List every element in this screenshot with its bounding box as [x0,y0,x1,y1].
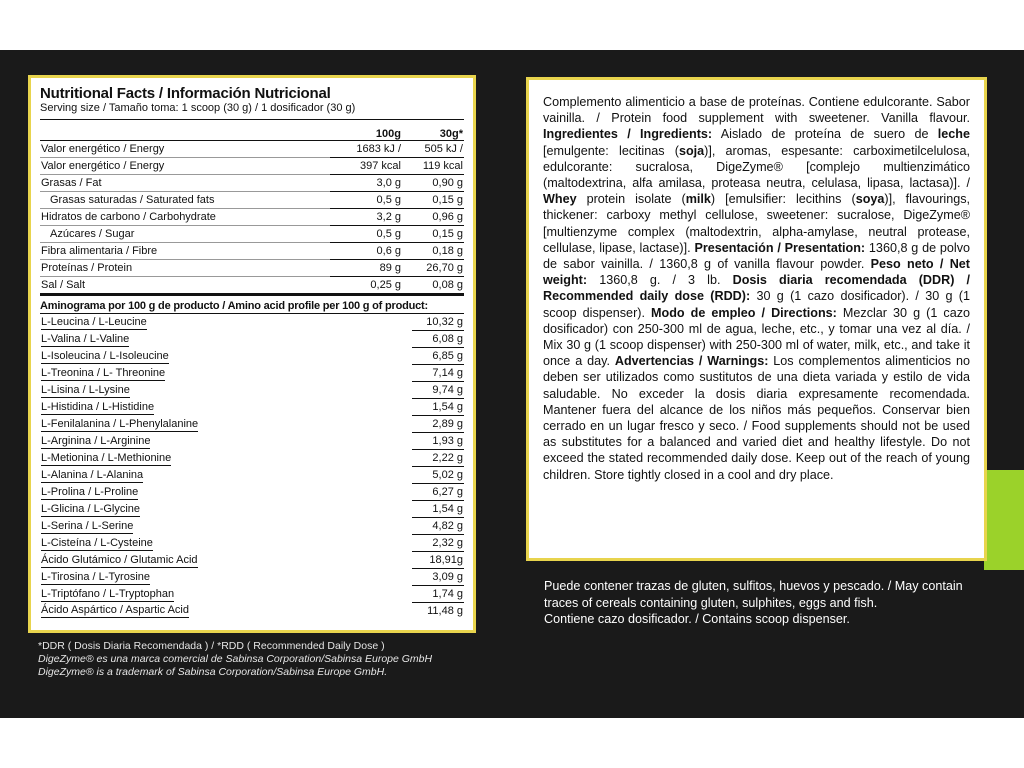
presentation-heading: Presentación / Presentation: [694,240,866,255]
amino-row [40,518,464,535]
nutrition-row [40,226,464,243]
amino-row [40,484,464,501]
net-weight-heading: Peso neto / Net weight: [543,257,970,288]
allergen-soy-es: soja [678,143,705,158]
amino-value: 4,82 g [412,518,464,535]
daily-dose-text: 30 g (1 cazo dosificador). / 30 g (1 scoop dispenser). [543,289,971,320]
amino-row [40,552,464,569]
amino-name: L-Glicina / L-Glycine [41,502,141,515]
amino-name: Ácido Aspártico / Aspartic Acid [41,604,189,617]
nutrient-name: Grasas saturadas / Saturated fats [40,192,330,209]
amino-name: L-Valina / L-Valine [41,332,130,345]
amino-value: 2,22 g [412,450,464,467]
amino-table [40,314,464,619]
amino-row [40,501,464,518]
scoop-notice: Contiene cazo dosificador. / Contains scoop dispenser. [544,612,850,626]
nutrient-name: Valor energético / Energy [40,158,330,175]
amino-name: L-Alanina / L-Alanina [41,468,144,481]
allergen-notice [544,578,984,628]
amino-name: L-Metionina / L-Methionine [41,451,172,464]
nutrition-row [40,158,464,175]
value-100g: 397 kcal [330,158,402,175]
amino-row [40,586,464,603]
amino-name: L-Serina / L-Serine [41,519,134,532]
value-100g: 0,5 g [330,192,402,209]
ingredients-heading: Ingredientes / Ingredients: [543,127,713,142]
nutrition-table [40,127,464,296]
ingredients-text: Aislado de proteína de suero de [712,127,938,142]
amino-value: 2,89 g [412,416,464,433]
nutrient-name: Grasas / Fat [40,175,330,192]
amino-value: 1,93 g [412,433,464,450]
net-weight-text: 1360,8 g. / 3 lb. [587,273,733,288]
amino-row [40,535,464,552]
allergen-milk-en: milk [685,192,711,207]
value-30g: 0,96 g [402,209,464,226]
whey-heading: Whey [543,192,577,207]
value-100g: 3,2 g [330,209,402,226]
amino-value: 1,74 g [412,586,464,603]
allergen-soy-en: soya [855,192,885,207]
nutrition-row [40,141,464,158]
value-30g: 0,08 g [402,277,464,295]
amino-value: 1,54 g [412,399,464,416]
warnings-text: Los complementos alimenticios no deben ser utilizados como sustitutos de una dieta variada y estilo de vida saludable. No exceder la dosis diaria expresamente recomendada. Mantener fuera del alcance de los niños más pequeños. Conservar bien cerrado en un lugar fresco y seco. / Food supplements should not be used as substitutes for a balanced and varied diet and healthy lifestyle. Do not exceed the stated recommended daily dose. Keep out of the reach of young children. Store tightly closed in a cool and dry place. [543,354,970,482]
amino-row [40,348,464,365]
amino-name: L-Isoleucina / L-Isoleucine [41,349,169,362]
value-30g: 119 kcal [402,158,464,175]
digezyme-note-en: DigeZyme® is a trademark of Sabinsa Corporation/Sabinsa Europe GmbH. [38,666,388,678]
amino-name: L-Lisina / L-Lysine [41,383,130,396]
amino-value: 6,27 g [412,484,464,501]
amino-value: 5,02 g [412,467,464,484]
allergen-milk-es: leche [937,127,971,142]
value-100g: 0,5 g [330,226,402,243]
amino-row [40,399,464,416]
ddr-note: *DDR ( Dosis Diaria Recomendada ) / *RDD ( Recommended Daily Dose ) [38,640,385,652]
amino-value: 6,85 g [412,348,464,365]
directions-text: Mezclar 30 g (1 cazo dosificador) con 250-300 ml de agua, leche, etc., y tomar una vez al día. / Mix 30 g (1 scoop dispenser) with 250-300 ml of water, milk, etc., and take it once a day. [543,305,970,369]
amino-row [40,416,464,433]
amino-row [40,314,464,331]
value-100g: 89 g [330,260,402,277]
value-100g: 3,0 g [330,175,402,192]
allergen-traces: Puede contener trazas de gluten, sulfitos, huevos y pescado. / May contain traces of cereals containing gluten, sulphites, eggs and fish. [544,579,963,610]
col-30g-header: 30g* [402,127,464,141]
ingredients-panel [526,77,987,561]
value-100g: 1683 kJ / [330,141,402,158]
amino-value: 2,32 g [412,535,464,552]
amino-row [40,450,464,467]
daily-dose-heading: Dosis diaria recomendada (DDR) / Recommended daily dose (RDD): [543,273,971,304]
nutrition-row [40,175,464,192]
nutrition-row [40,209,464,226]
nutrient-name: Fibra alimentaria / Fibre [40,243,330,260]
ingredients-text: ) [emulsifier: lecithins ( [710,192,856,207]
nutrient-name: Hidratos de carbono / Carbohydrate [40,209,330,226]
nutrition-row [40,260,464,277]
warnings-heading: Advertencias / Warnings: [614,354,769,369]
ingredients-text: protein isolate ( [576,192,686,207]
nutrition-row [40,192,464,209]
amino-value: 10,32 g [412,314,464,331]
ingredients-text: )], aromas, espesante: carboximetilcelulosa, edulcorante: sucralosa, DigeZyme® [complejo multienzimático (maltodextrina, alfa amilasa, proteasa neutra, celulasa, lipasa, lactasa)]. / [543,143,970,191]
serving-size: Serving size / Tamaño toma: 1 scoop (30 g) / 1 dosificador (30 g) [40,102,464,120]
amino-name: L-Tirosina / L-Tyrosine [41,570,151,583]
amino-row [40,331,464,348]
nutrient-name: Sal / Salt [40,277,330,295]
nutrient-name: Proteínas / Protein [40,260,330,277]
value-30g: 0,18 g [402,243,464,260]
amino-row [40,603,464,620]
value-100g: 0,25 g [330,277,402,295]
amino-name: L-Fenilalanina / L-Phenylalanine [41,417,199,430]
amino-name: L-Arginina / L-Arginine [41,434,151,447]
amino-name: L-Treonina / L- Threonine [41,366,166,379]
amino-row [40,365,464,382]
value-30g: 505 kJ / [402,141,464,158]
amino-name: L-Histidina / L-Histidine [41,400,155,413]
amino-value: 9,74 g [412,382,464,399]
amino-value: 11,48 g [427,605,463,617]
amino-row [40,382,464,399]
amino-value: 7,14 g [412,365,464,382]
ingredients-text: Complemento alimenticio a base de proteínas. Contiene edulcorante. Sabor vainilla. / Protein food supplement with sweetener. Vanilla flavour. [543,95,970,126]
ingredients-text: )], flavourings, thickener: carboxy methyl cellulose, sweetener: sucralose, DigeZyme® [multienzyme complex (maltodextrin, alpha-amylase, neutral protease, cellulase, lipase, lactase)]. [543,192,970,255]
value-30g: 0,90 g [402,175,464,192]
decorative-green-edge [984,470,1024,570]
value-30g: 26,70 g [402,260,464,277]
amino-value: 1,54 g [412,501,464,518]
amino-name: L-Prolina / L-Proline [41,485,139,498]
nutrient-name: Valor energético / Energy [40,141,330,158]
col-100g-header: 100g [330,127,402,141]
nutrition-title: Nutritional Facts / Información Nutricional [40,85,331,102]
nutrition-row [40,243,464,260]
nutrient-header [40,127,330,141]
amino-row [40,433,464,450]
amino-value: 6,08 g [412,331,464,348]
amino-name: Ácido Glutámico / Glutamic Acid [41,553,198,566]
amino-name: L-Cisteína / L-Cysteine [41,536,153,549]
value-30g: 0,15 g [402,226,464,243]
amino-row [40,569,464,586]
nutrient-name: Azúcares / Sugar [40,226,330,243]
ingredients-text: [emulgente: lecitinas ( [543,143,679,158]
nutrition-row [40,277,464,295]
amino-value: 3,09 g [412,569,464,586]
amino-name: L-Triptófano / L-Tryptophan [41,587,175,600]
digezyme-note-es: DigeZyme® es una marca comercial de Sabinsa Corporation/Sabinsa Europe GmbH [38,653,433,665]
value-100g: 0,6 g [330,243,402,260]
amino-header: Aminograma por 100 g de producto / Amino acid profile per 100 g of product: [40,299,464,314]
value-30g: 0,15 g [402,192,464,209]
amino-row [40,467,464,484]
directions-heading: Modo de empleo / Directions: [651,305,837,320]
footnotes [38,640,478,679]
amino-value: 18,91g [412,552,464,569]
nutrition-facts-panel [28,75,476,633]
presentation-text: 1360,8 g de polvo de sabor vainilla. / 1360,8 g of vanilla flavour powder. [543,240,970,272]
amino-name: L-Leucina / L-Leucine [41,315,147,328]
